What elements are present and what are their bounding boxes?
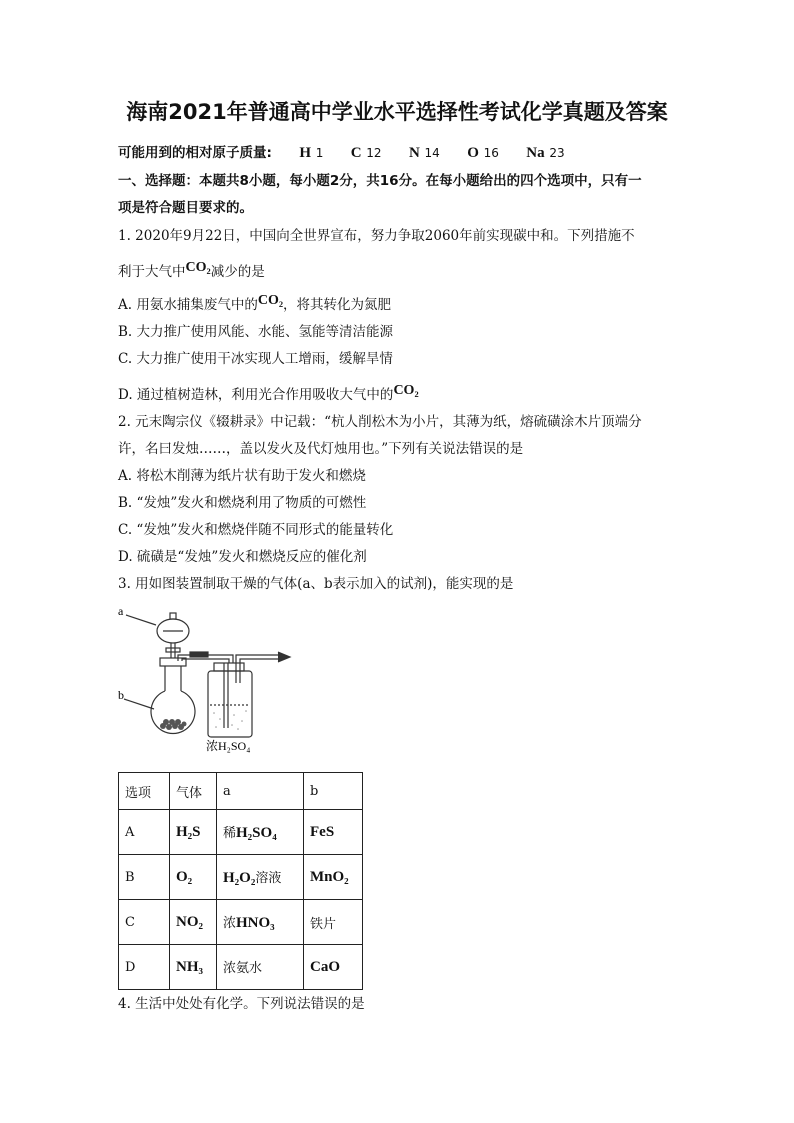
fig-label-a: a [118, 604, 124, 618]
table-row [119, 855, 363, 900]
co2-formula: CO₂ [257, 293, 284, 308]
fig-label-b: b [118, 688, 124, 702]
table-header: a [217, 773, 304, 810]
label-b-leader [124, 699, 154, 709]
mass-n: 14 [424, 146, 440, 160]
q2-stem-2: 许，名曰发烛……，盖以发火及代灯烛用也。”下列有关说法错误的是 [118, 441, 524, 457]
q1-option-d [118, 383, 419, 404]
q1-option-c: C. 大力推广使用干冰实现人工增雨，缓解旱情 [118, 351, 393, 367]
table-cell: FeS [304, 810, 363, 855]
arrow-icon [278, 652, 290, 662]
table-cell: 铁片 [304, 900, 363, 945]
element-o: O [467, 145, 479, 161]
table-header: b [304, 773, 363, 810]
q2-option-a: A. 将松木削薄为纸片状有助于发火和燃烧 [118, 468, 366, 484]
table-cell: MnO₂ [304, 855, 363, 900]
element-h: H [299, 145, 311, 161]
q3-options-table [118, 772, 363, 990]
wash-bottle [208, 671, 252, 737]
page-title: 海南2021年普通高中学业水平选择性考试化学真题及答案 [126, 100, 668, 124]
q1-stem-2b: 减少的是 [210, 264, 265, 280]
q2-option-b: B. “发烛”发火和燃烧利用了物质的可燃性 [118, 495, 367, 511]
q1-stem-2a: 利于大气中 [118, 264, 186, 280]
mass-c: 12 [366, 146, 382, 160]
q2-option-c: C. “发烛”发火和燃烧伴随不同形式的能量转化 [118, 522, 394, 538]
q4-stem: 4. 生活中处处有化学。下列说法错误的是 [118, 996, 365, 1012]
table-cell: O₂ [170, 855, 217, 900]
q1-option-a-1: A. 用氨水捕集废气中的 [118, 297, 258, 313]
table-cell: H₂S [170, 810, 217, 855]
table-header: 选项 [119, 773, 170, 810]
table-row [119, 810, 363, 855]
table-cell: B [119, 855, 170, 900]
label-a-leader [126, 615, 156, 625]
q2-stem-1: 2. 元末陶宗仪《辍耕录》中记载：“杭人削松木为小片，其薄为纸，熔硫磺涂木片顶端分 [118, 414, 642, 430]
section-heading-1: 一、选择题：本题共8小题，每小题2分，共16分。在每小题给出的四个选项中，只有一 [118, 173, 642, 189]
q1-option-d-text: D. 通过植树造林，利用光合作用吸收大气中的 [118, 387, 394, 403]
apparatus-diagram [118, 603, 298, 753]
mass-na: 23 [549, 146, 565, 160]
mass-o: 16 [483, 146, 499, 160]
acid-liquid-dots [213, 710, 247, 730]
element-n: N [408, 145, 420, 161]
q1-stem-1: 1. 2020年9月22日，中国向全世界宣布，努力争取2060年前实现碳中和。下列措施不 [118, 228, 635, 244]
atomic-mass-line [118, 141, 565, 162]
fig-caption: 浓H₂SO₄ [206, 739, 251, 753]
section-heading-2: 项是符合题目要求的。 [118, 200, 253, 216]
table-row [119, 945, 363, 990]
co2-formula: CO₂ [185, 260, 211, 275]
mass-h: 1 [315, 146, 324, 160]
table-header-row [119, 773, 363, 810]
table-cell: 浓氨水 [217, 945, 304, 990]
table-row [119, 900, 363, 945]
table-cell: H₂O₂溶液 [217, 855, 304, 900]
q2-option-d: D. 硫磺是“发烛”发火和燃烧反应的催化剂 [118, 549, 367, 565]
element-na: Na [526, 145, 545, 161]
table-cell: NO₂ [170, 900, 217, 945]
table-cell: A [119, 810, 170, 855]
table-cell: C [119, 900, 170, 945]
q3-stem: 3. 用如图装置制取干燥的气体(a、b表示加入的试剂)，能实现的是 [118, 576, 514, 592]
q1-stem-2 [118, 260, 265, 281]
atomic-mass-label: 可能用到的相对原子质量: [118, 145, 272, 161]
q1-option-a-2: ，将其转化为氮肥 [283, 297, 392, 313]
q1-option-a [118, 293, 391, 314]
table-cell: NH₃ [170, 945, 217, 990]
element-c: C [350, 145, 362, 161]
table-cell: D [119, 945, 170, 990]
solid-reagent-b [160, 719, 187, 730]
table-cell: CaO [304, 945, 363, 990]
q1-option-b: B. 大力推广使用风能、水能、氢能等清洁能源 [118, 324, 394, 340]
co2-formula: CO₂ [393, 383, 419, 398]
table-cell: 浓HNO₃ [217, 900, 304, 945]
table-cell: 稀H₂SO₄ [217, 810, 304, 855]
table-header: 气体 [170, 773, 217, 810]
